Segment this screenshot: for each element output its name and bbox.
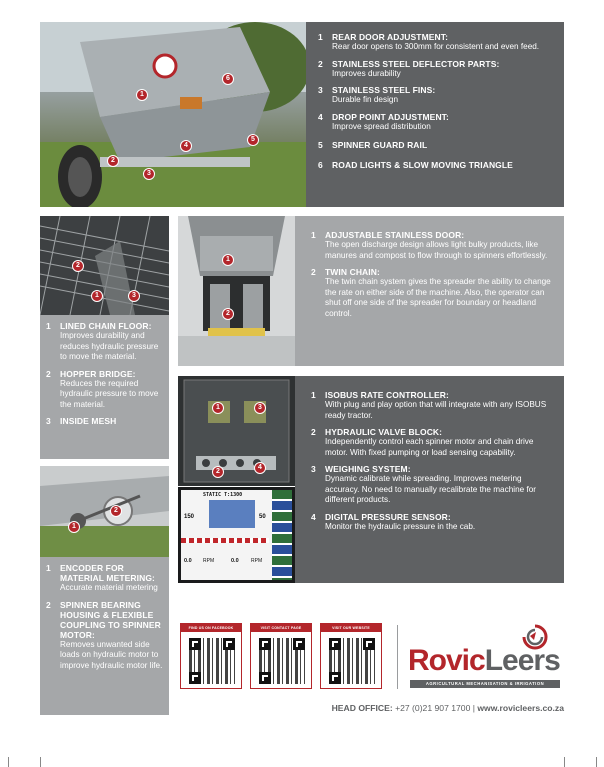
s3-item-2: 2 HOPPER BRIDGE: Reduces the required hydraulic pressure to move the material. (46, 368, 159, 409)
section3-panel (40, 315, 169, 459)
marker-5: 5 (247, 134, 259, 146)
marker-4: 4 (180, 140, 192, 152)
encoder-illustration (40, 466, 169, 557)
screen-val-a: 150 (184, 514, 195, 520)
footer-separator: | (472, 703, 475, 713)
s3-item-3: 3 INSIDE MESH (46, 416, 117, 426)
s2-item-2: 2 TWIN CHAIN: The twin chain system gives the spreader the ability to change the rate on either side of the machine. Also, the operator can shut off one side of the spreader for boundary or headland control. (311, 267, 551, 318)
screen-rpm2: RPM (251, 558, 263, 564)
marker-2: 2 (107, 155, 119, 167)
section2-panel (295, 216, 564, 366)
chain-marker-1: 1 (91, 290, 103, 302)
footer-website-link[interactable]: www.rovicleers.co.za (477, 703, 564, 713)
screen-val-c1: 0.0 (184, 558, 192, 564)
encoder-marker-2: 2 (110, 505, 122, 517)
brand-tagline: AGRICULTURAL MECHANISATION & IRRIGATION (410, 680, 560, 688)
valve-illustration (178, 376, 295, 486)
screen-val-c2: 0.0 (231, 558, 239, 564)
qr-finder-icon (363, 638, 375, 650)
s1-item-5: 5 SPINNER GUARD RAIL (318, 140, 428, 150)
valve-marker-2: 2 (212, 466, 224, 478)
qr-finder-icon (329, 672, 341, 684)
valve-marker-3: 3 (254, 402, 266, 414)
brand-name-leers: Leers (484, 644, 560, 677)
marker-1: 1 (136, 89, 148, 101)
crop-mark (8, 757, 9, 767)
s4-item-4: 4 DIGITAL PRESSURE SENSOR: Monitor the hydraulic pressure in the cab. (311, 511, 476, 531)
hopper-marker-1: 1 (222, 254, 234, 266)
s2-item-1: 1 ADJUSTABLE STAINLESS DOOR: The open discharge design allows light bulky products, like manures and compost to flow through to spinners effortlessly. (311, 230, 548, 260)
qr-finder-icon (223, 638, 235, 650)
section5-panel (40, 557, 169, 715)
s4-item-2: 2 HYDRAULIC VALVE BLOCK: Independently control each spinner motor and chain drive motor. With fixed pumping or load sensing capability. (311, 427, 534, 457)
s1-item-1: 1 REAR DOOR ADJUSTMENT: Rear door opens to 300mm for consistent and even feed. (318, 32, 540, 51)
qr-finder-icon (189, 638, 201, 650)
encoder-marker-1: 1 (68, 521, 80, 533)
chain-floor-illustration (40, 216, 169, 315)
hopper-marker-2: 2 (222, 308, 234, 320)
footer-contact (313, 703, 564, 713)
section1-panel (306, 22, 564, 207)
footer-label: HEAD OFFICE: (331, 703, 393, 713)
spreader-rear-photo (40, 22, 306, 207)
qr-finder-icon (329, 638, 341, 650)
qr-card-contact[interactable] (250, 623, 312, 689)
s1-item-3: 3 STAINLESS STEEL FINS: Durable fin design (318, 85, 436, 104)
chain-floor-photo (40, 216, 169, 315)
chain-marker-2: 2 (72, 260, 84, 272)
qr-finder-icon (259, 672, 271, 684)
screen-val-b: 50 (259, 514, 266, 520)
s1-item-2: 2 STAINLESS STEEL DEFLECTOR PARTS: Improves durability (318, 58, 500, 78)
s1-item-6: 6 ROAD LIGHTS & SLOW MOVING TRIANGLE (318, 160, 513, 170)
screen-stripe (181, 538, 269, 543)
hopper-illustration (178, 216, 295, 366)
s1-item-4: 4 DROP POINT ADJUSTMENT: Improve spread distribution (318, 111, 449, 131)
encoder-photo (40, 466, 169, 557)
chain-marker-3: 3 (128, 290, 140, 302)
qr-label-website: VISIT OUR WEBSITE (321, 624, 381, 632)
valve-marker-4: 4 (254, 462, 266, 474)
screen-rpm1: RPM (203, 558, 215, 564)
qr-label-contact: VISIT CONTACT PAGE (251, 624, 311, 632)
marker-6: 6 (222, 73, 234, 85)
footer-phone[interactable]: +27 (0)21 907 1700 (395, 703, 471, 713)
crop-mark (564, 757, 565, 767)
brand-divider (397, 625, 398, 689)
screen-title: STATIC T:1300 (203, 492, 243, 498)
valve-marker-1: 1 (212, 402, 224, 414)
hopper-door-photo (178, 216, 295, 366)
marker-3: 3 (143, 168, 155, 180)
s4-item-1: 1 ISOBUS RATE CONTROLLER: With plug and play option that will integrate with any ISOBUS ready tractor. (311, 390, 547, 420)
qr-card-facebook[interactable] (180, 623, 242, 689)
section4-panel (295, 376, 564, 583)
qr-card-website[interactable] (320, 623, 382, 689)
s3-item-1: 1 LINED CHAIN FLOOR: Improves durability and reduces hydraulic pressure to move the material. (46, 321, 159, 361)
qr-finder-icon (259, 638, 271, 650)
crop-mark (596, 757, 597, 767)
qr-finder-icon (189, 672, 201, 684)
s4-item-3: 3 WEIGHING SYSTEM: Dynamic calibrate while spreading. Improves metering accuracy. No need to manually recalibrate the machine for different products. (311, 464, 537, 504)
spreader-illustration (40, 22, 306, 207)
valve-block-photo (178, 376, 295, 486)
brand-name (408, 645, 560, 677)
s5-item-2: 2 SPINNER BEARING HOUSING & FLEXIBLE COUPLING TO SPINNER MOTOR: Removes unwanted side loads on hydraulic motor to improve hydraulic motor life. (46, 599, 163, 670)
isobus-screen-photo (178, 487, 295, 583)
crop-mark (40, 757, 41, 767)
qr-finder-icon (293, 638, 305, 650)
isobus-screen (181, 490, 292, 580)
screen-softkeys (272, 490, 292, 580)
screen-graphic (209, 500, 255, 528)
qr-label-facebook: FIND US ON FACEBOOK (181, 624, 241, 632)
brand-name-rovic: Rovic (408, 644, 485, 677)
s5-item-1: 1 ENCODER FOR MATERIAL METERING: Accurate material metering (46, 563, 158, 592)
